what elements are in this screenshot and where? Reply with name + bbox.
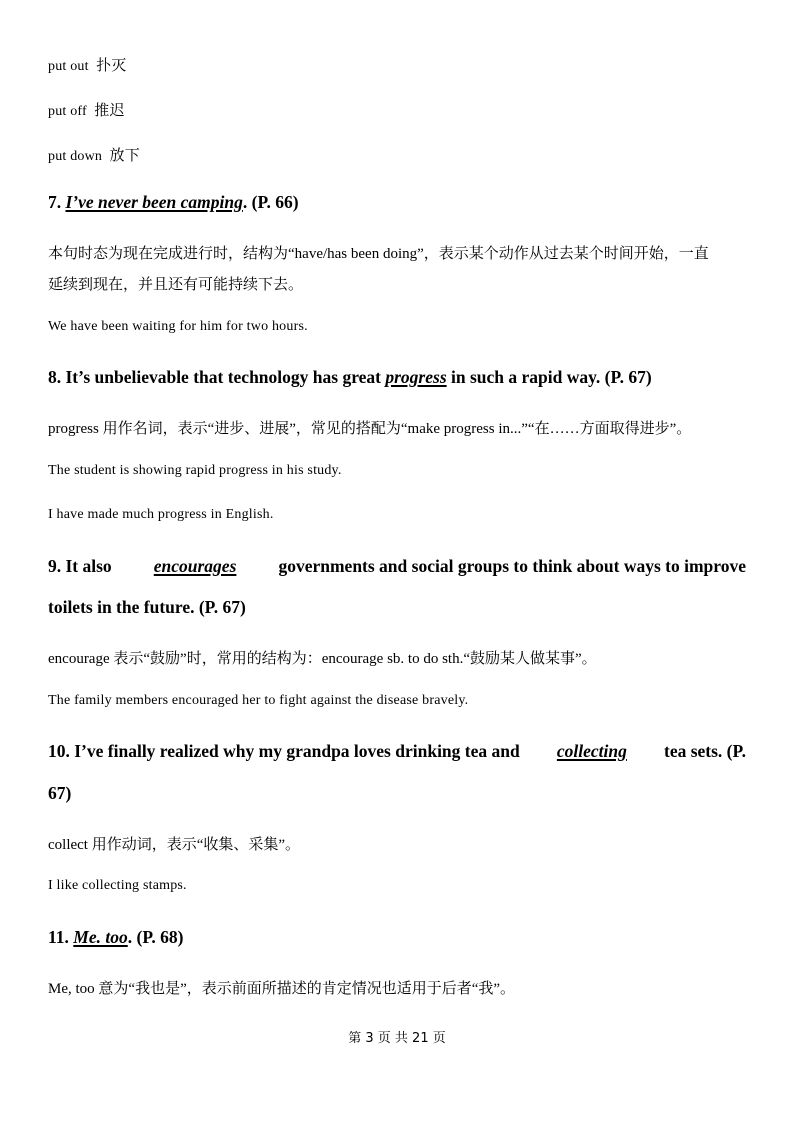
item-10-explanation: collect 用作动词，表示“收集、采集”。 [48, 837, 301, 853]
phrase-en: put down [48, 149, 103, 164]
phrase-line [48, 144, 746, 165]
item-9-heading-line-2: toilets in the future. (P. 67) [48, 597, 246, 617]
key-phrase: encourages [153, 556, 237, 576]
item-9-example: The family members encouraged her to fight against the disease bravely. [48, 693, 469, 708]
key-phrase: progress [385, 367, 447, 387]
page-footer: 第 3 页 共 21 页 [348, 1031, 446, 1046]
heading-text: 8. It’s unbelievable that technology has great [48, 367, 381, 387]
phrase-zh: 扑灭 [96, 58, 127, 74]
key-phrase: Me. too [73, 927, 128, 947]
item-10-heading-line-1 [48, 741, 746, 762]
heading-text: tea sets. (P. [664, 741, 746, 761]
page-ref: . (P. 66) [242, 192, 299, 212]
heading-text: 9. It also [48, 556, 112, 576]
item-7-heading [48, 192, 746, 213]
key-phrase: I’ve never been camping [65, 192, 243, 212]
item-7-example: We have been waiting for him for two hours. [48, 319, 308, 334]
item-9-explanation: encourage 表示“鼓励”时，常用的结构为：encourage sb. to do sth.“鼓励某人做某事”。 [48, 651, 597, 667]
item-11-heading [48, 927, 746, 948]
phrase-en: put off [48, 104, 87, 119]
item-number: 11. [48, 927, 69, 947]
item-10-heading-line-2: 67) [48, 783, 72, 803]
heading-text: 10. I’ve finally realized why my grandpa loves drinking tea and [48, 741, 520, 761]
phrase-zh: 放下 [109, 148, 140, 164]
heading-text: in such a rapid way. (P. 67) [451, 367, 652, 387]
item-8-example-2: I have made much progress in English. [48, 507, 274, 522]
phrase-line [48, 54, 746, 75]
phrase-line [48, 99, 746, 120]
item-10-example: I like collecting stamps. [48, 878, 187, 893]
phrase-zh: 推迟 [94, 103, 125, 119]
item-number: 7. [48, 192, 62, 212]
phrase-en: put out [48, 59, 89, 74]
item-8-explanation: progress 用作名词，表示“进步、进展”，常见的搭配为“make progress in...”“在……方面取得进步”。 [48, 421, 692, 437]
item-7-explanation-line-2: 延续到现在，并且还有可能持续下去。 [48, 277, 304, 293]
item-8-heading [48, 367, 746, 388]
item-8-example-1: The student is showing rapid progress in his study. [48, 463, 342, 478]
item-11-explanation: Me, too 意为“我也是”，表示前面所描述的肯定情况也适用于后者“我”。 [48, 981, 516, 997]
page-ref: . (P. 68) [127, 927, 184, 947]
heading-text: governments and social groups to think about ways to improve [278, 556, 746, 576]
item-9-heading-line-1 [48, 556, 746, 577]
item-7-explanation-line-1: 本句时态为现在完成进行时，结构为“have/has been doing”，表示某个动作从过去某个时间开始，一直 [48, 246, 709, 262]
key-phrase: collecting [556, 741, 627, 761]
